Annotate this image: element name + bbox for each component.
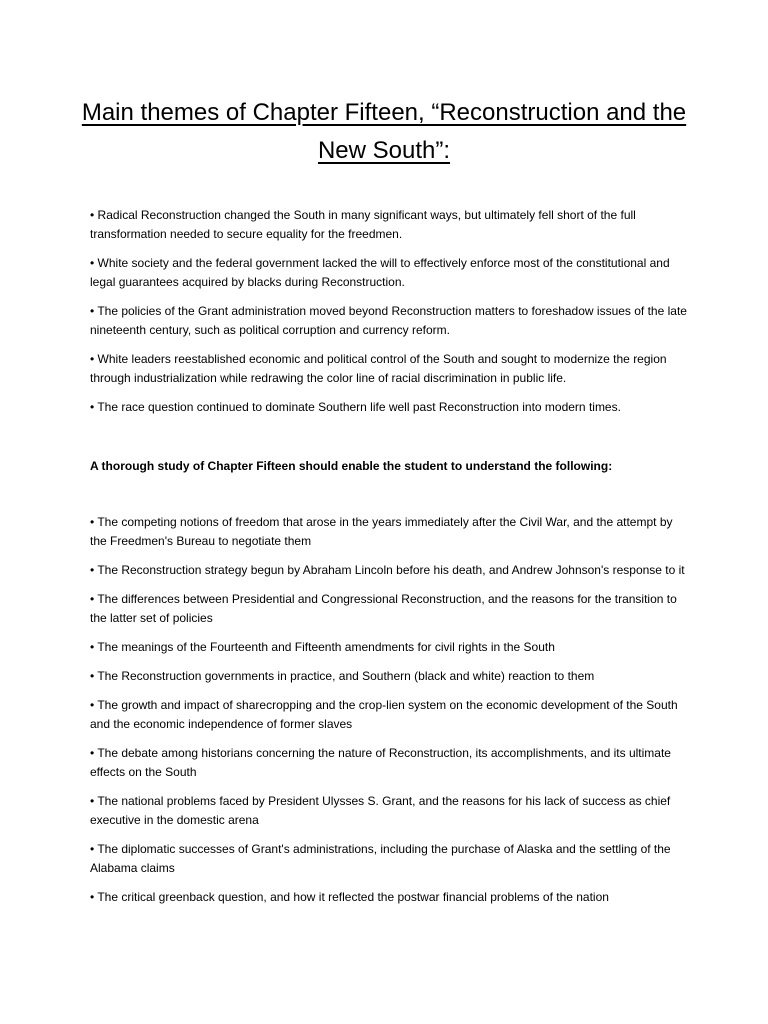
objective-item: • The debate among historians concerning the nature of Reconstruction, its accomplishments, and its ultimate effects on the South	[90, 746, 671, 779]
objective-item: • The competing notions of freedom that arose in the years immediately after the Civil War, and the attempt by the Freedmen's Bureau to negotiate them	[90, 515, 673, 548]
theme-item: • White leaders reestablished economic and political control of the South and sought to modernize the region through industrialization while redrawing the color line of racial discrimination in public life.	[90, 352, 667, 385]
objective-item: • The national problems faced by President Ulysses S. Grant, and the reasons for his lack of success as chief executive in the domestic arena	[90, 794, 671, 827]
theme-item: • Radical Reconstruction changed the South in many significant ways, but ultimately fell short of the full transformation needed to secure equality for the freedmen.	[90, 208, 636, 241]
objectives-list	[90, 513, 690, 917]
themes-list	[90, 206, 690, 427]
page-title: Main themes of Chapter Fifteen, “Reconstruction and the New South”:	[81, 99, 687, 164]
theme-item: • The policies of the Grant administration moved beyond Reconstruction matters to foreshadow issues of the late nineteenth century, such as political corruption and currency reform.	[90, 304, 687, 337]
objective-item: • The critical greenback question, and how it reflected the postwar financial problems of the nation	[90, 890, 609, 904]
objective-item: • The diplomatic successes of Grant's administrations, including the purchase of Alaska and the settling of the Alabama claims	[90, 842, 671, 875]
objective-item: • The differences between Presidential and Congressional Reconstruction, and the reasons for the transition to the latter set of policies	[90, 592, 677, 625]
objective-item: • The Reconstruction governments in practice, and Southern (black and white) reaction to them	[90, 669, 595, 683]
objective-item: • The growth and impact of sharecropping and the crop-lien system on the economic development of the South and the economic independence of former slaves	[90, 698, 678, 731]
objective-item: • The meanings of the Fourteenth and Fifteenth amendments for civil rights in the South	[90, 640, 555, 654]
objective-item: • The Reconstruction strategy begun by Abraham Lincoln before his death, and Andrew Johnson's response to it	[90, 563, 685, 577]
theme-item: • White society and the federal government lacked the will to effectively enforce most of the constitutional and legal guarantees acquired by blacks during Reconstruction.	[90, 256, 670, 289]
theme-item: • The race question continued to dominate Southern life well past Reconstruction into modern times.	[90, 400, 621, 414]
objectives-heading: A thorough study of Chapter Fifteen should enable the student to understand the following:	[90, 459, 613, 473]
